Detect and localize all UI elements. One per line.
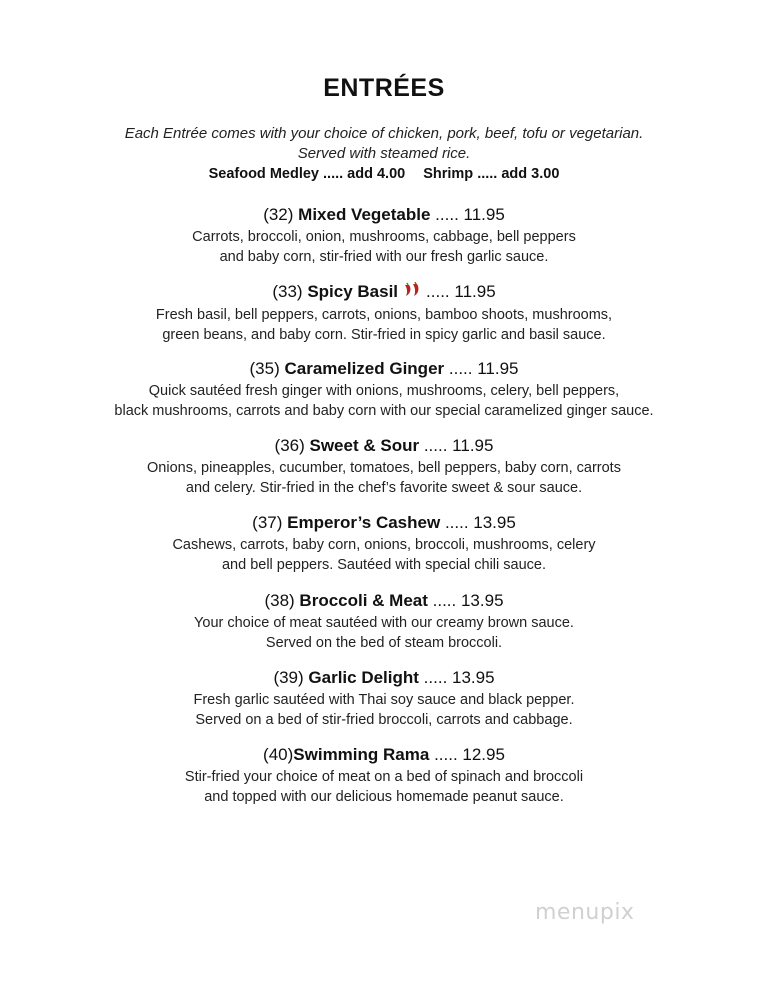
item-desc-line: Carrots, broccoli, onion, mushrooms, cabbage, bell peppers	[192, 229, 576, 245]
intro-text	[0, 124, 768, 164]
item-heading	[0, 744, 768, 766]
item-heading	[0, 512, 768, 534]
item-desc-line: Your choice of meat sautéed with our creamy brown sauce.	[194, 615, 574, 631]
item-desc-line: Fresh basil, bell peppers, carrots, onions, bamboo shoots, mushrooms,	[155, 306, 613, 323]
item-desc-line: green beans, and baby corn. Stir-fried in spicy garlic and basil sauce.	[162, 326, 606, 343]
item-desc-line: and baby corn, stir-fried with our fresh garlic sauce.	[219, 249, 549, 265]
page-title: ENTRÉES	[323, 74, 445, 102]
item-name: Emperor’s Cashew	[287, 513, 441, 532]
item-number: (39)	[273, 668, 304, 687]
item-description	[0, 305, 768, 345]
item-number: (38)	[264, 591, 295, 610]
item-description	[0, 690, 768, 730]
item-price: ..... 11.95	[448, 359, 519, 378]
menu-item	[0, 512, 768, 575]
item-heading	[0, 281, 768, 304]
menu-item	[0, 435, 768, 498]
item-price: ..... 11.95	[426, 282, 496, 301]
item-price: ..... 11.95	[435, 205, 505, 224]
item-desc-line: and topped with our delicious homemade peanut sauce.	[204, 789, 564, 805]
menu-item	[0, 744, 768, 807]
addon-seafood: Seafood Medley ..... add 4.00	[208, 166, 406, 182]
item-description	[0, 227, 768, 267]
menu-item	[0, 358, 768, 421]
item-desc-line: black mushrooms, carrots and baby corn with our special caramelized ginger sauce.	[114, 403, 654, 419]
menu-item	[0, 667, 768, 730]
item-price: ..... 13.95	[432, 591, 504, 610]
item-price: ..... 13.95	[423, 668, 495, 687]
item-heading	[0, 667, 768, 689]
menu-item	[0, 204, 768, 267]
chili-pepper-icon	[402, 282, 424, 304]
menu-item	[0, 590, 768, 653]
item-desc-line: Served on a bed of stir-fried broccoli, carrots and cabbage.	[195, 712, 573, 728]
intro-line-2: Served with steamed rice.	[297, 145, 471, 162]
item-number: (36)	[274, 436, 305, 455]
item-price: ..... 13.95	[444, 513, 516, 532]
item-desc-line: and celery. Stir-fried in the chef’s favorite sweet & sour sauce.	[185, 480, 583, 496]
item-desc-line: Served on the bed of steam broccoli.	[265, 635, 503, 651]
item-name: Spicy Basil	[307, 282, 399, 301]
item-price: ..... 11.95	[423, 436, 494, 455]
item-name: Mixed Vegetable	[298, 205, 431, 224]
item-name: Garlic Delight	[308, 668, 419, 687]
item-desc-line: Cashews, carrots, baby corn, onions, broccoli, mushrooms, celery	[172, 537, 596, 553]
item-number: (32)	[263, 205, 294, 224]
item-name: Broccoli & Meat	[299, 591, 428, 610]
item-desc-line: Fresh garlic sautéed with Thai soy sauce and black pepper.	[193, 692, 575, 708]
menupix-watermark: menupix	[535, 900, 635, 925]
item-description	[0, 535, 768, 575]
item-desc-line: Quick sautéed fresh ginger with onions, mushrooms, celery, bell peppers,	[148, 383, 620, 399]
item-heading	[0, 435, 768, 457]
item-heading	[0, 204, 768, 226]
item-desc-line: and bell peppers. Sautéed with special chili sauce.	[221, 557, 547, 573]
item-number: (33)	[272, 282, 303, 301]
item-heading	[0, 358, 768, 380]
item-description	[0, 381, 768, 421]
item-number: (40)	[263, 745, 294, 764]
item-number: (37)	[252, 513, 283, 532]
item-name: Caramelized Ginger	[284, 359, 445, 378]
item-desc-line: Onions, pineapples, cucumber, tomatoes, bell peppers, baby corn, carrots	[147, 460, 621, 476]
item-price: ..... 12.95	[434, 745, 505, 764]
menu-item	[0, 281, 768, 345]
item-description	[0, 458, 768, 498]
item-number: (35)	[249, 359, 280, 378]
addon-prices	[0, 166, 768, 182]
item-desc-line: Stir-fried your choice of meat on a bed of spinach and broccoli	[184, 769, 584, 785]
intro-line-1: Each Entrée comes with your choice of chicken, pork, beef, tofu or vegetarian.	[124, 125, 644, 142]
item-name: Swimming Rama	[293, 745, 430, 764]
item-description	[0, 613, 768, 653]
item-heading	[0, 590, 768, 612]
item-description	[0, 767, 768, 807]
addon-shrimp: Shrimp ..... add 3.00	[423, 166, 560, 182]
item-name: Sweet & Sour	[309, 436, 420, 455]
